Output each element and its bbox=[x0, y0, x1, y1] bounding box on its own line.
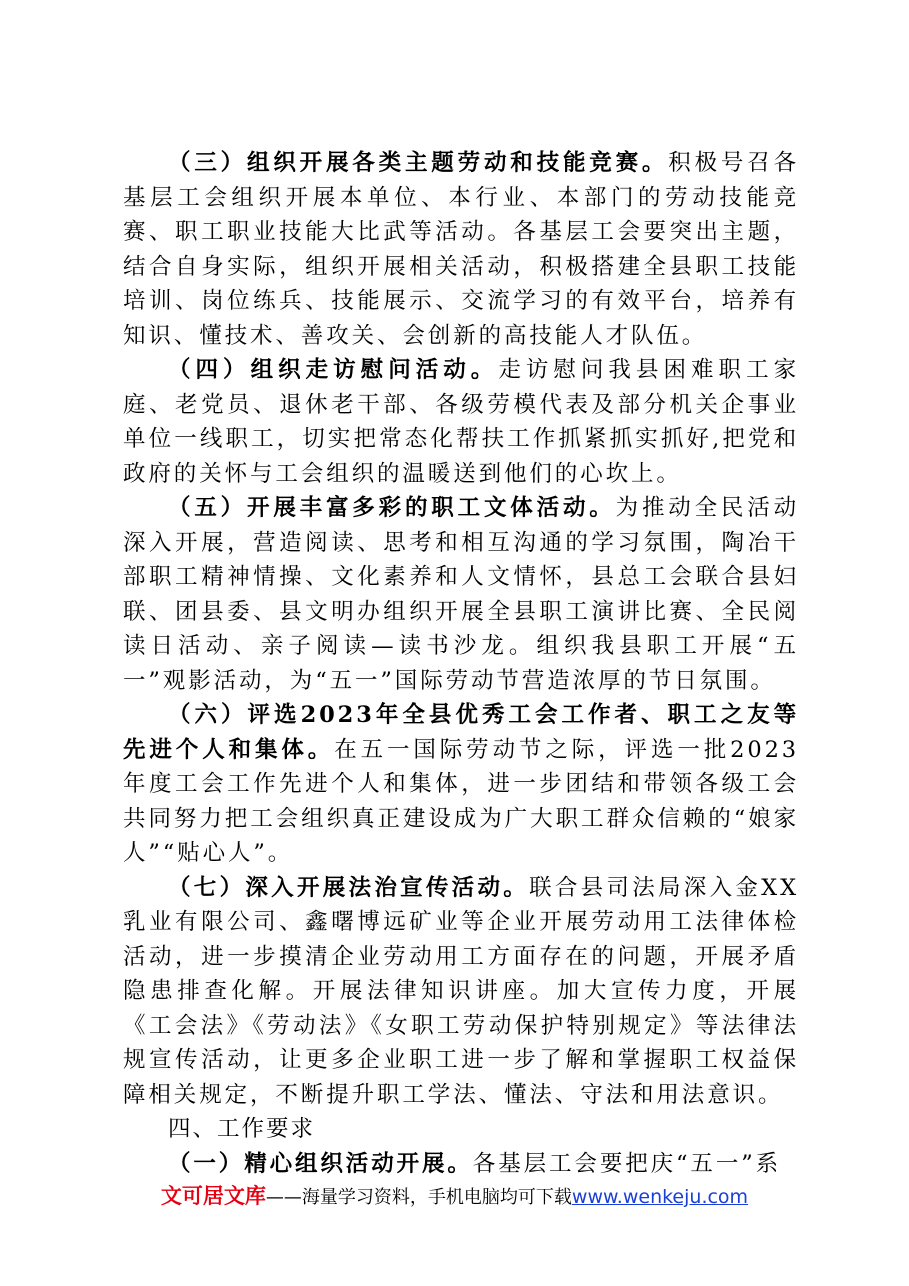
paragraph-activity-3 bbox=[123, 146, 799, 353]
paragraph-lead: （七）深入开展法治宣传活动。 bbox=[168, 874, 530, 901]
paragraph-lead: （四）组织走访慰问活动。 bbox=[168, 357, 499, 383]
document-body bbox=[123, 146, 799, 1181]
paragraph-activity-7 bbox=[123, 871, 799, 1113]
paragraph-text: 在五一国际劳动节之际，评选一批2023年度工会工作先进个人和集体，进一步团结和带领各级工会共同努力把工会组织真正建设成为广大职工群众信赖的“娘家人”“贴心人”。 bbox=[123, 736, 799, 866]
footer-link[interactable]: www.wenkeju.com bbox=[571, 1186, 749, 1208]
paragraph-text: 走访慰问我县困难职工家庭、老党员、退休老干部、各级劳模代表及部分机关企事业单位一线职工，切实把常态化帮扶工作抓紧抓实抓好,把党和政府的关怀与工会组织的温暖送到他们的心坎上。 bbox=[123, 357, 799, 487]
section-heading: 四、工作要求 bbox=[168, 1116, 316, 1142]
paragraph-text: 积极号召各基层工会组织开展本单位、本行业、本部门的劳动技能竞赛、职工职业技能大比武等活动。各基层工会要突出主题，结合自身实际，组织开展相关活动，积极搭建全县职工技能培训、岗位练兵、技能展示、交流学习的有效平台，培养有知识、懂技术、善攻关、会创新的高技能人才队伍。 bbox=[123, 150, 799, 349]
paragraph-activity-5 bbox=[123, 491, 799, 698]
footer-banner bbox=[0, 1182, 909, 1212]
paragraph-text: 各基层工会要把庆“五一”系 bbox=[472, 1150, 782, 1177]
paragraph-lead: （三）组织开展各类主题劳动和技能竞赛。 bbox=[168, 150, 669, 176]
paragraph-text: 联合县司法局深入金XX乳业有限公司、鑫曙博远矿业等企业开展劳动用工法律体检活动，进一步摸清企业劳动用工方面存在的问题，开展矛盾隐患排查化解。开展法律知识讲座。加大宣传力度，开展《工会法》《劳动法》《女职工劳动保护特别规定》等法律法规宣传活动，让更多企业职工进一步了解和掌握职工权益保障相关规定，不断提升职工学法、懂法、守法和用法意识。 bbox=[123, 874, 800, 1108]
footer-brand: 文可居文库 bbox=[160, 1184, 266, 1208]
paragraph-text: 为推动全民活动深入开展，营造阅读、思考和相互沟通的学习氛围，陶冶干部职工精神情操、文化素养和人文情怀，县总工会联合县妇联、团县委、县文明办组织开展全县职工演讲比赛、全民阅读日活动、亲子阅读—读书沙龙。组织我县职工开展“五一”观影活动，为“五一”国际劳动节营造浓厚的节日氛围。 bbox=[123, 495, 799, 694]
paragraph-requirement-1 bbox=[123, 1147, 799, 1182]
footer-tagline: ——海量学习资料，手机电脑均可下载 bbox=[265, 1187, 572, 1208]
paragraph-activity-6 bbox=[123, 698, 799, 871]
paragraph-lead: （五）开展丰富多彩的职工文体活动。 bbox=[168, 495, 616, 521]
paragraph-lead: （一）精心组织活动开展。 bbox=[168, 1150, 473, 1177]
paragraph-lead: （六）评选2023年全县优秀工会工作者、职工之友等先进个人和集体。 bbox=[123, 702, 799, 763]
paragraph-activity-4 bbox=[123, 353, 799, 491]
